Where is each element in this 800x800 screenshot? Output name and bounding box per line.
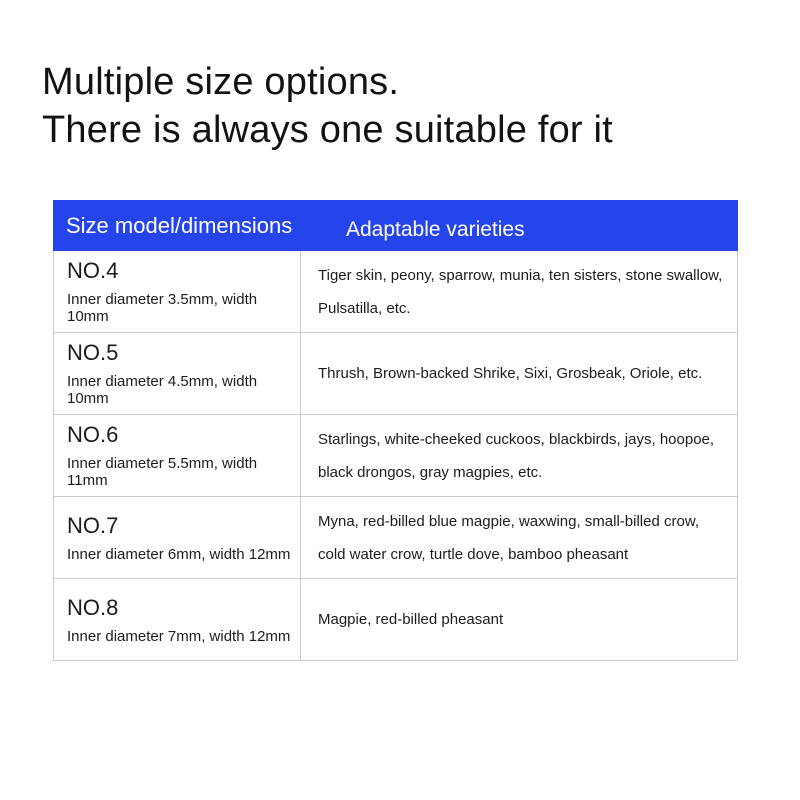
varieties-cell — [301, 333, 737, 414]
page-title — [42, 58, 613, 154]
size-model-label: NO.5 — [67, 340, 119, 365]
header-adaptable-varieties: Adaptable varieties — [346, 218, 525, 241]
varieties-cell — [301, 579, 737, 660]
table-body — [53, 251, 738, 661]
size-model-cell — [54, 579, 301, 660]
table-row — [54, 414, 737, 496]
dimensions-label: Inner diameter 7mm, width 12mm — [67, 627, 291, 645]
size-model-label: NO.7 — [67, 512, 119, 538]
varieties-cell — [301, 415, 737, 496]
varieties-cell — [301, 251, 737, 332]
table-row — [54, 332, 737, 414]
page-title-line2: There is always one suitable for it — [42, 109, 613, 151]
table-header — [53, 200, 738, 251]
varieties-cell — [301, 497, 737, 578]
size-model-cell — [54, 497, 301, 578]
dimensions-label: Inner diameter 3.5mm, width 10mm — [67, 291, 258, 325]
size-table — [53, 200, 738, 661]
size-model-cell — [54, 333, 301, 414]
dimensions-label: Inner diameter 6mm, width 12mm — [67, 545, 291, 563]
varieties-text: Tiger skin, peony, sparrow, munia, ten sisters, stone swallow, Pulsatilla, etc. — [318, 266, 723, 317]
table-row — [54, 578, 737, 660]
size-model-label: NO.4 — [67, 258, 119, 283]
dimensions-label: Inner diameter 5.5mm, width 11mm — [67, 455, 258, 489]
size-model-label: NO.6 — [67, 422, 119, 447]
size-model-cell — [54, 415, 301, 496]
varieties-text: Starlings, white-cheeked cuckoos, blackbirds, jays, hoopoe, black drongos, gray magpies, etc. — [318, 430, 715, 481]
dimensions-label: Inner diameter 4.5mm, width 10mm — [67, 373, 258, 407]
page-title-line1: Multiple size options. — [42, 61, 400, 103]
size-model-label: NO.8 — [67, 594, 119, 620]
size-model-cell — [54, 251, 301, 332]
varieties-text: Magpie, red-billed pheasant — [318, 611, 504, 628]
table-row — [54, 496, 737, 578]
varieties-text: Myna, red-billed blue magpie, waxwing, small-billed crow, cold water crow, turtle dove, bamboo pheasant — [318, 512, 699, 563]
varieties-text: Thrush, Brown-backed Shrike, Sixi, Grosbeak, Oriole, etc. — [318, 365, 703, 382]
table-row — [54, 251, 737, 332]
header-size-model: Size model/dimensions — [66, 212, 293, 238]
